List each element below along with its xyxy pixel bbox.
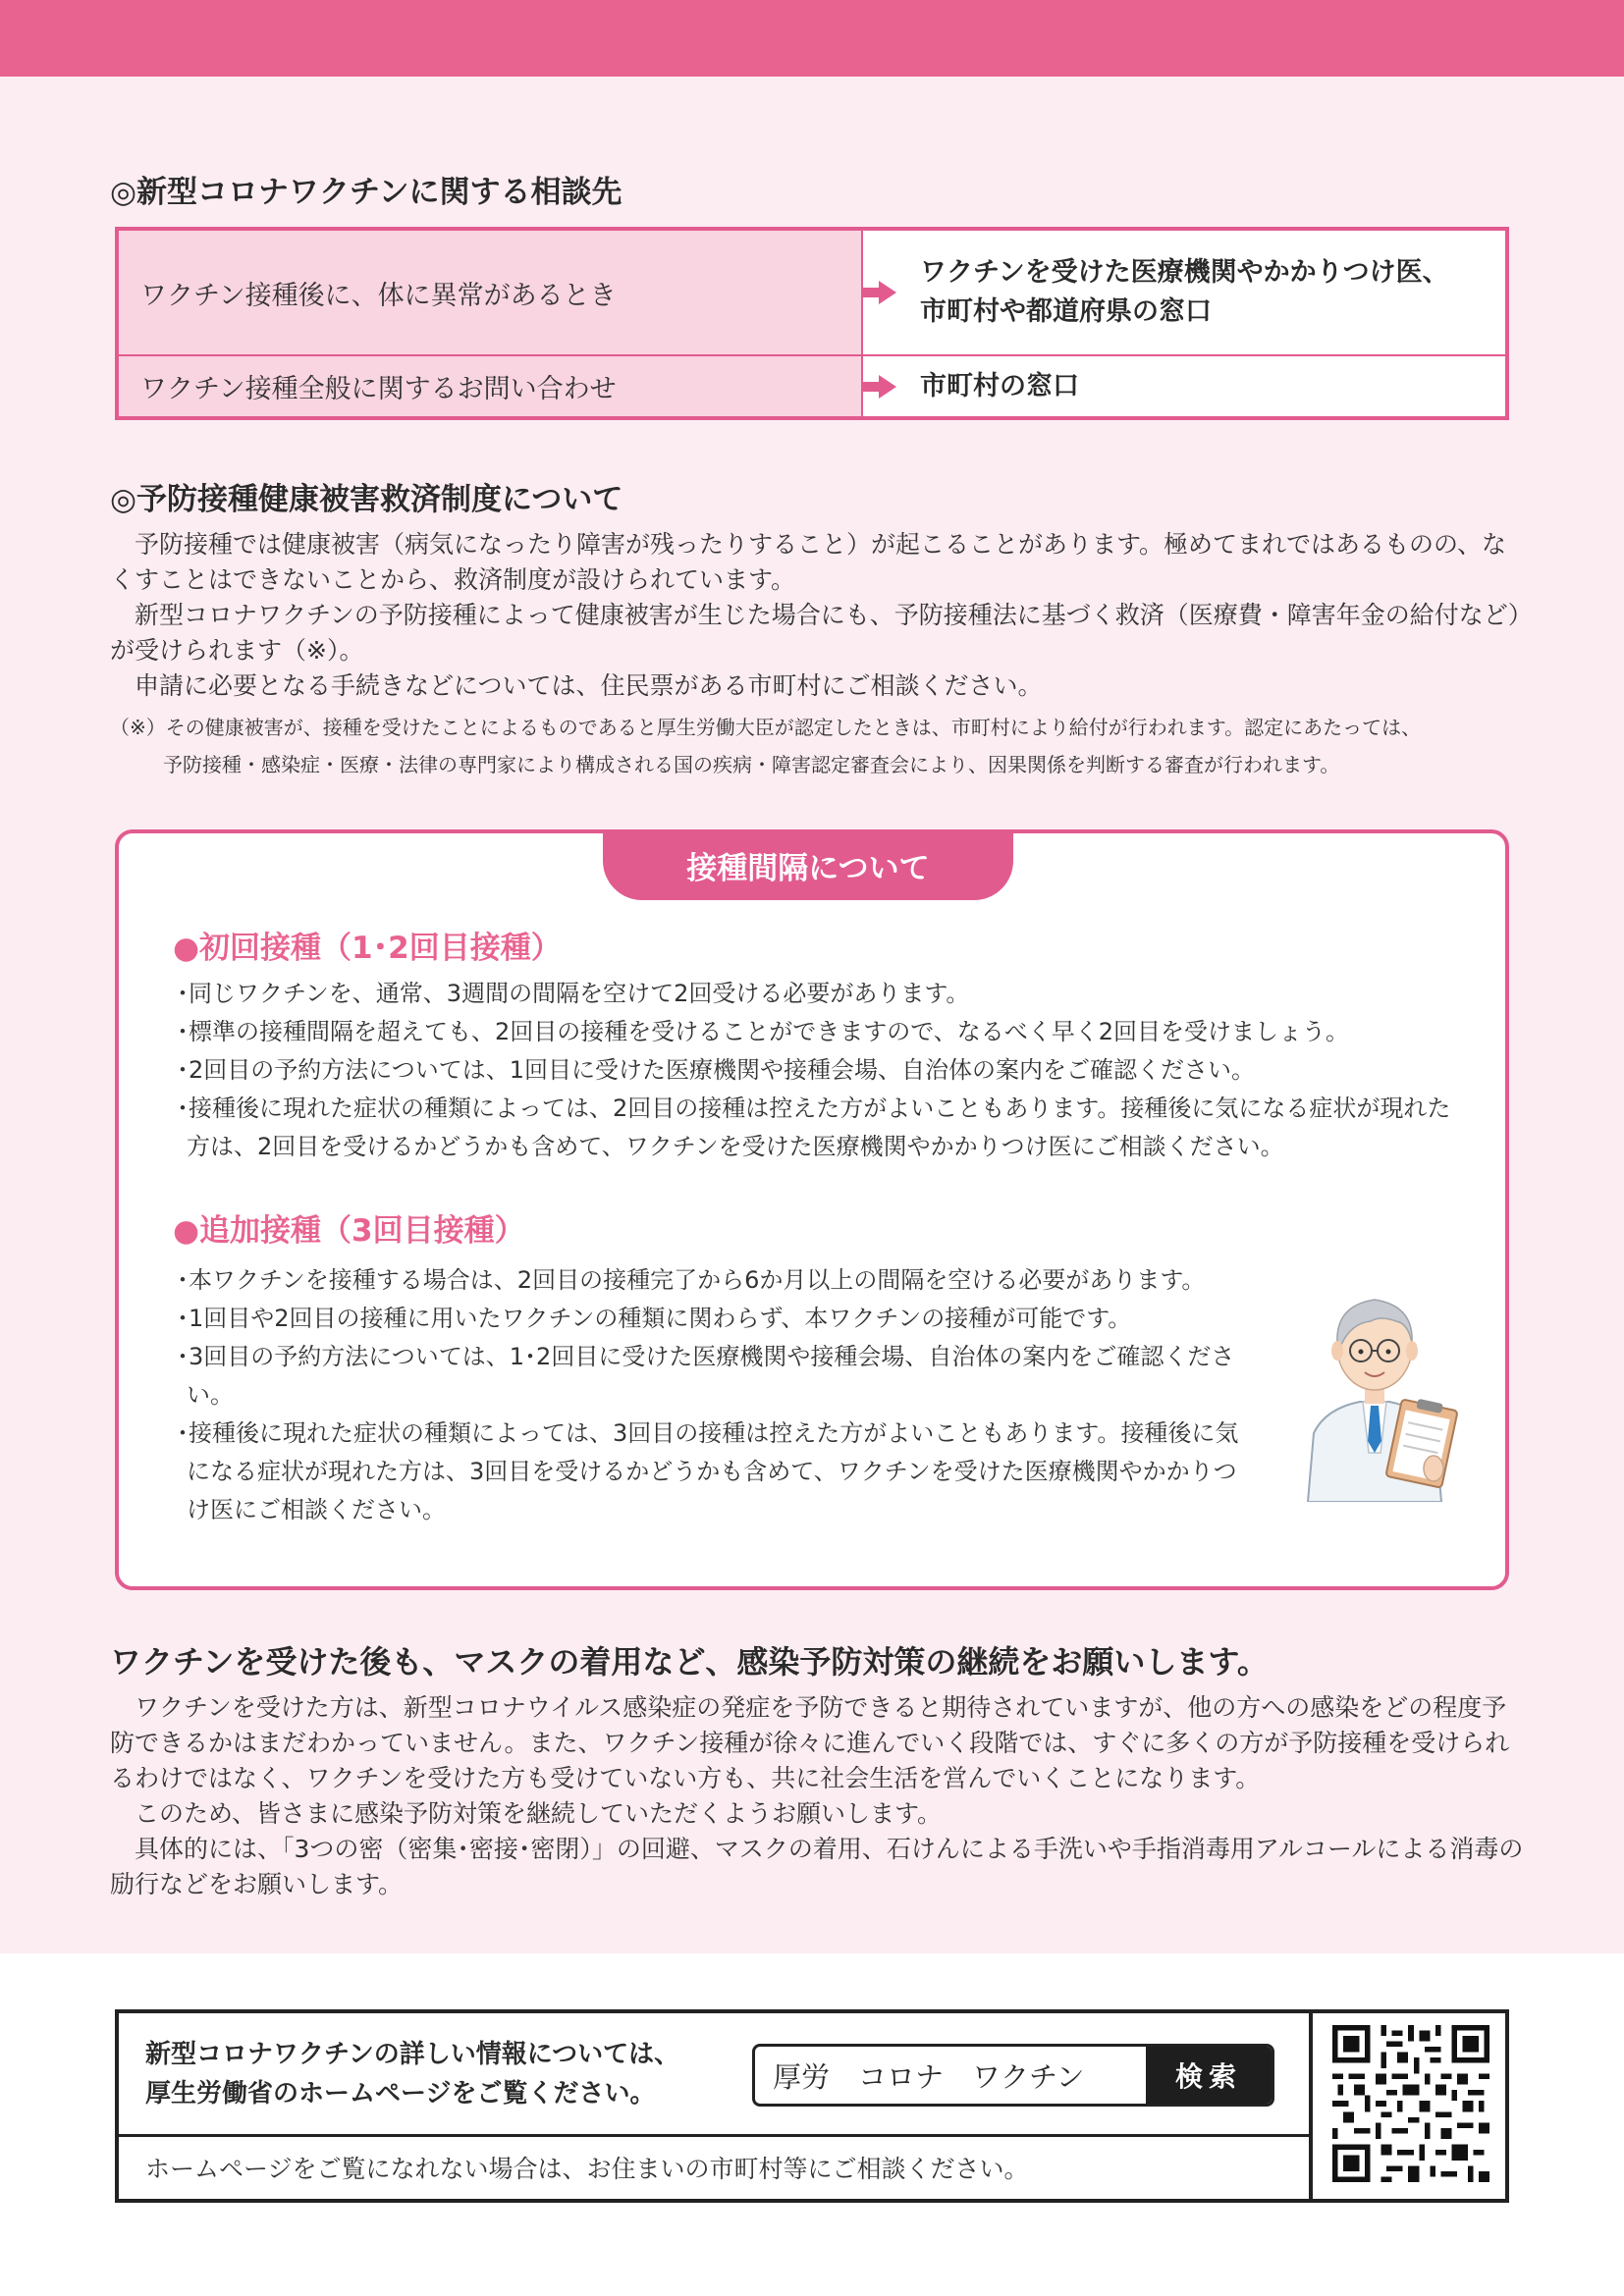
primary-dose-heading: ●初回接種（1･2回目接種） (173, 931, 562, 966)
consultation-row (119, 356, 1505, 416)
arrow-right-icon (863, 375, 896, 399)
list-item: ･1回目や2回目の接種に用いたワクチンの種類に関わらず、本ワクチンの接種が可能です。 (177, 1305, 1132, 1332)
contact-cell (865, 356, 1505, 416)
doctor-illustration (1286, 1266, 1463, 1502)
consultation-table (115, 227, 1509, 420)
info-text (145, 2035, 679, 2113)
closing-title: ワクチンを受けた後も、マスクの着用など、感染予防対策の継続をお願いします。 (110, 1643, 1269, 1681)
list-item: ･同じワクチンを、通常、3週間の間隔を空けて2回受ける必要があります。 (177, 980, 970, 1007)
contact-line: 市町村の窓口 (920, 370, 1079, 401)
closing-paragraph: ワクチンを受けた方は、新型コロナウイルス感染症の発症を予防できると期待されていますが、他の方への感染をどの程度予防できるかはまだわかっていません。また、ワクチン接種が徐々に進んでいく段階では、すぐに多くの方が予防接種を受けられるわけではなく、ワクチンを受けた方も受けていない方も、共に社会生活を営んでいくことになります。 (110, 1693, 1510, 1792)
contact-line: 市町村や都道府県の窓口 (920, 296, 1212, 327)
list-item: ･標準の接種間隔を超えても、2回目の接種を受けることができますので、なるべく早く2回目を受けましょう。 (177, 1018, 1350, 1045)
info-line: 新型コロナワクチンの詳しい情報については、 (145, 2040, 680, 2069)
list-item: ･2回目の予約方法については、1回目に受けた医療機関や接種会場、自治体の案内をご確認ください。 (177, 1056, 1256, 1084)
list-item: ･接種後に現れた症状の種類によっては、2回目の接種は控えた方がよいこともあります。接種後に気になる症状が現れた方は、2回目を受けるかどうかも含めて、ワクチンを受けた医療機関やかかりつけ医にご相談ください。 (177, 1095, 1451, 1160)
relief-body (110, 527, 1524, 704)
contact-line: ワクチンを受けた医療機関やかかりつけ医、 (920, 257, 1449, 288)
info-line: 厚生労働省のホームページをご覧ください。 (145, 2079, 656, 2109)
list-item: ･本ワクチンを接種する場合は、2回目の接種完了から6か月以上の間隔を空ける必要があります。 (177, 1266, 1206, 1294)
closing-body (110, 1690, 1524, 1902)
relief-paragraph: 申請に必要となる手続きなどについては、住民票がある市町村にご相談ください。 (135, 671, 1043, 700)
closing-paragraph: 具体的には、「3つの密（密集･密接･密閉）」の回避、マスクの着用、石けんによる手洗いや手指消毒用アルコールによる消毒の励行などをお願いします。 (110, 1835, 1524, 1898)
footnote-line: （※）その健康被害が、接種を受けたことによるものであると厚生労働大臣が認定したときは、市町村により給付が行われます。認定にあたっては、 (110, 716, 1422, 739)
situation-cell: ワクチン接種全般に関するお問い合わせ (119, 356, 863, 416)
relief-footnote (110, 709, 1534, 783)
relief-paragraph: 新型コロナワクチンの予防接種によって健康被害が生じた場合にも、予防接種法に基づく救済（医療費・障害年金の給付など）が受けられます（※）。 (110, 601, 1521, 665)
situation-cell: ワクチン接種後に、体に異常があるとき (119, 231, 863, 354)
consultation-title: ◎新型コロナワクチンに関する相談先 (110, 175, 623, 210)
search-input[interactable]: 厚労 コロナ ワクチン (773, 2059, 1085, 2094)
relief-paragraph: 予防接種では健康被害（病気になったり障害が残ったりすること）が起こることがあります。極めてまれではあるものの、なくすことはできないことから、救済制度が設けられています。 (110, 530, 1507, 594)
search-box[interactable] (752, 2044, 1274, 2107)
closing-paragraph: このため、皆さまに感染予防対策を継続していただくようお願いします。 (135, 1799, 943, 1828)
arrow-right-icon (863, 281, 896, 304)
divider (1309, 2009, 1313, 2203)
list-item: ･3回目の予約方法については、1･2回目に受けた医療機関や接種会場、自治体の案内をご確認ください。 (177, 1343, 1235, 1409)
interval-tab-label: 接種間隔について (603, 829, 1013, 900)
consultation-row (119, 231, 1505, 356)
booster-dose-heading: ●追加接種（3回目接種） (173, 1213, 525, 1249)
divider (115, 2134, 1311, 2137)
footnote-line: 予防接種・感染症・医療・法律の専門家により構成される国の疾病・障害認定審査会により、因果関係を判断する審査が行われます。 (163, 753, 1340, 776)
list-item: ･接種後に現れた症状の種類によっては、3回目の接種は控えた方がよいこともあります。接種後に気になる症状が現れた方は、3回目を受けるかどうかも含めて、ワクチンを受けた医療機関やかかりつけ医にご相談ください。 (177, 1419, 1239, 1523)
primary-dose-list (177, 975, 1453, 1166)
header-bar (0, 0, 1624, 77)
search-button[interactable]: 検索 (1146, 2047, 1272, 2104)
relief-title: ◎予防接種健康被害救済制度について (110, 482, 623, 517)
booster-dose-list (177, 1261, 1247, 1529)
qr-code-icon[interactable] (1332, 2025, 1489, 2182)
footer-note: ホームページをご覧になれない場合は、お住まいの市町村等にご相談ください。 (145, 2155, 1029, 2183)
contact-cell (865, 231, 1505, 354)
